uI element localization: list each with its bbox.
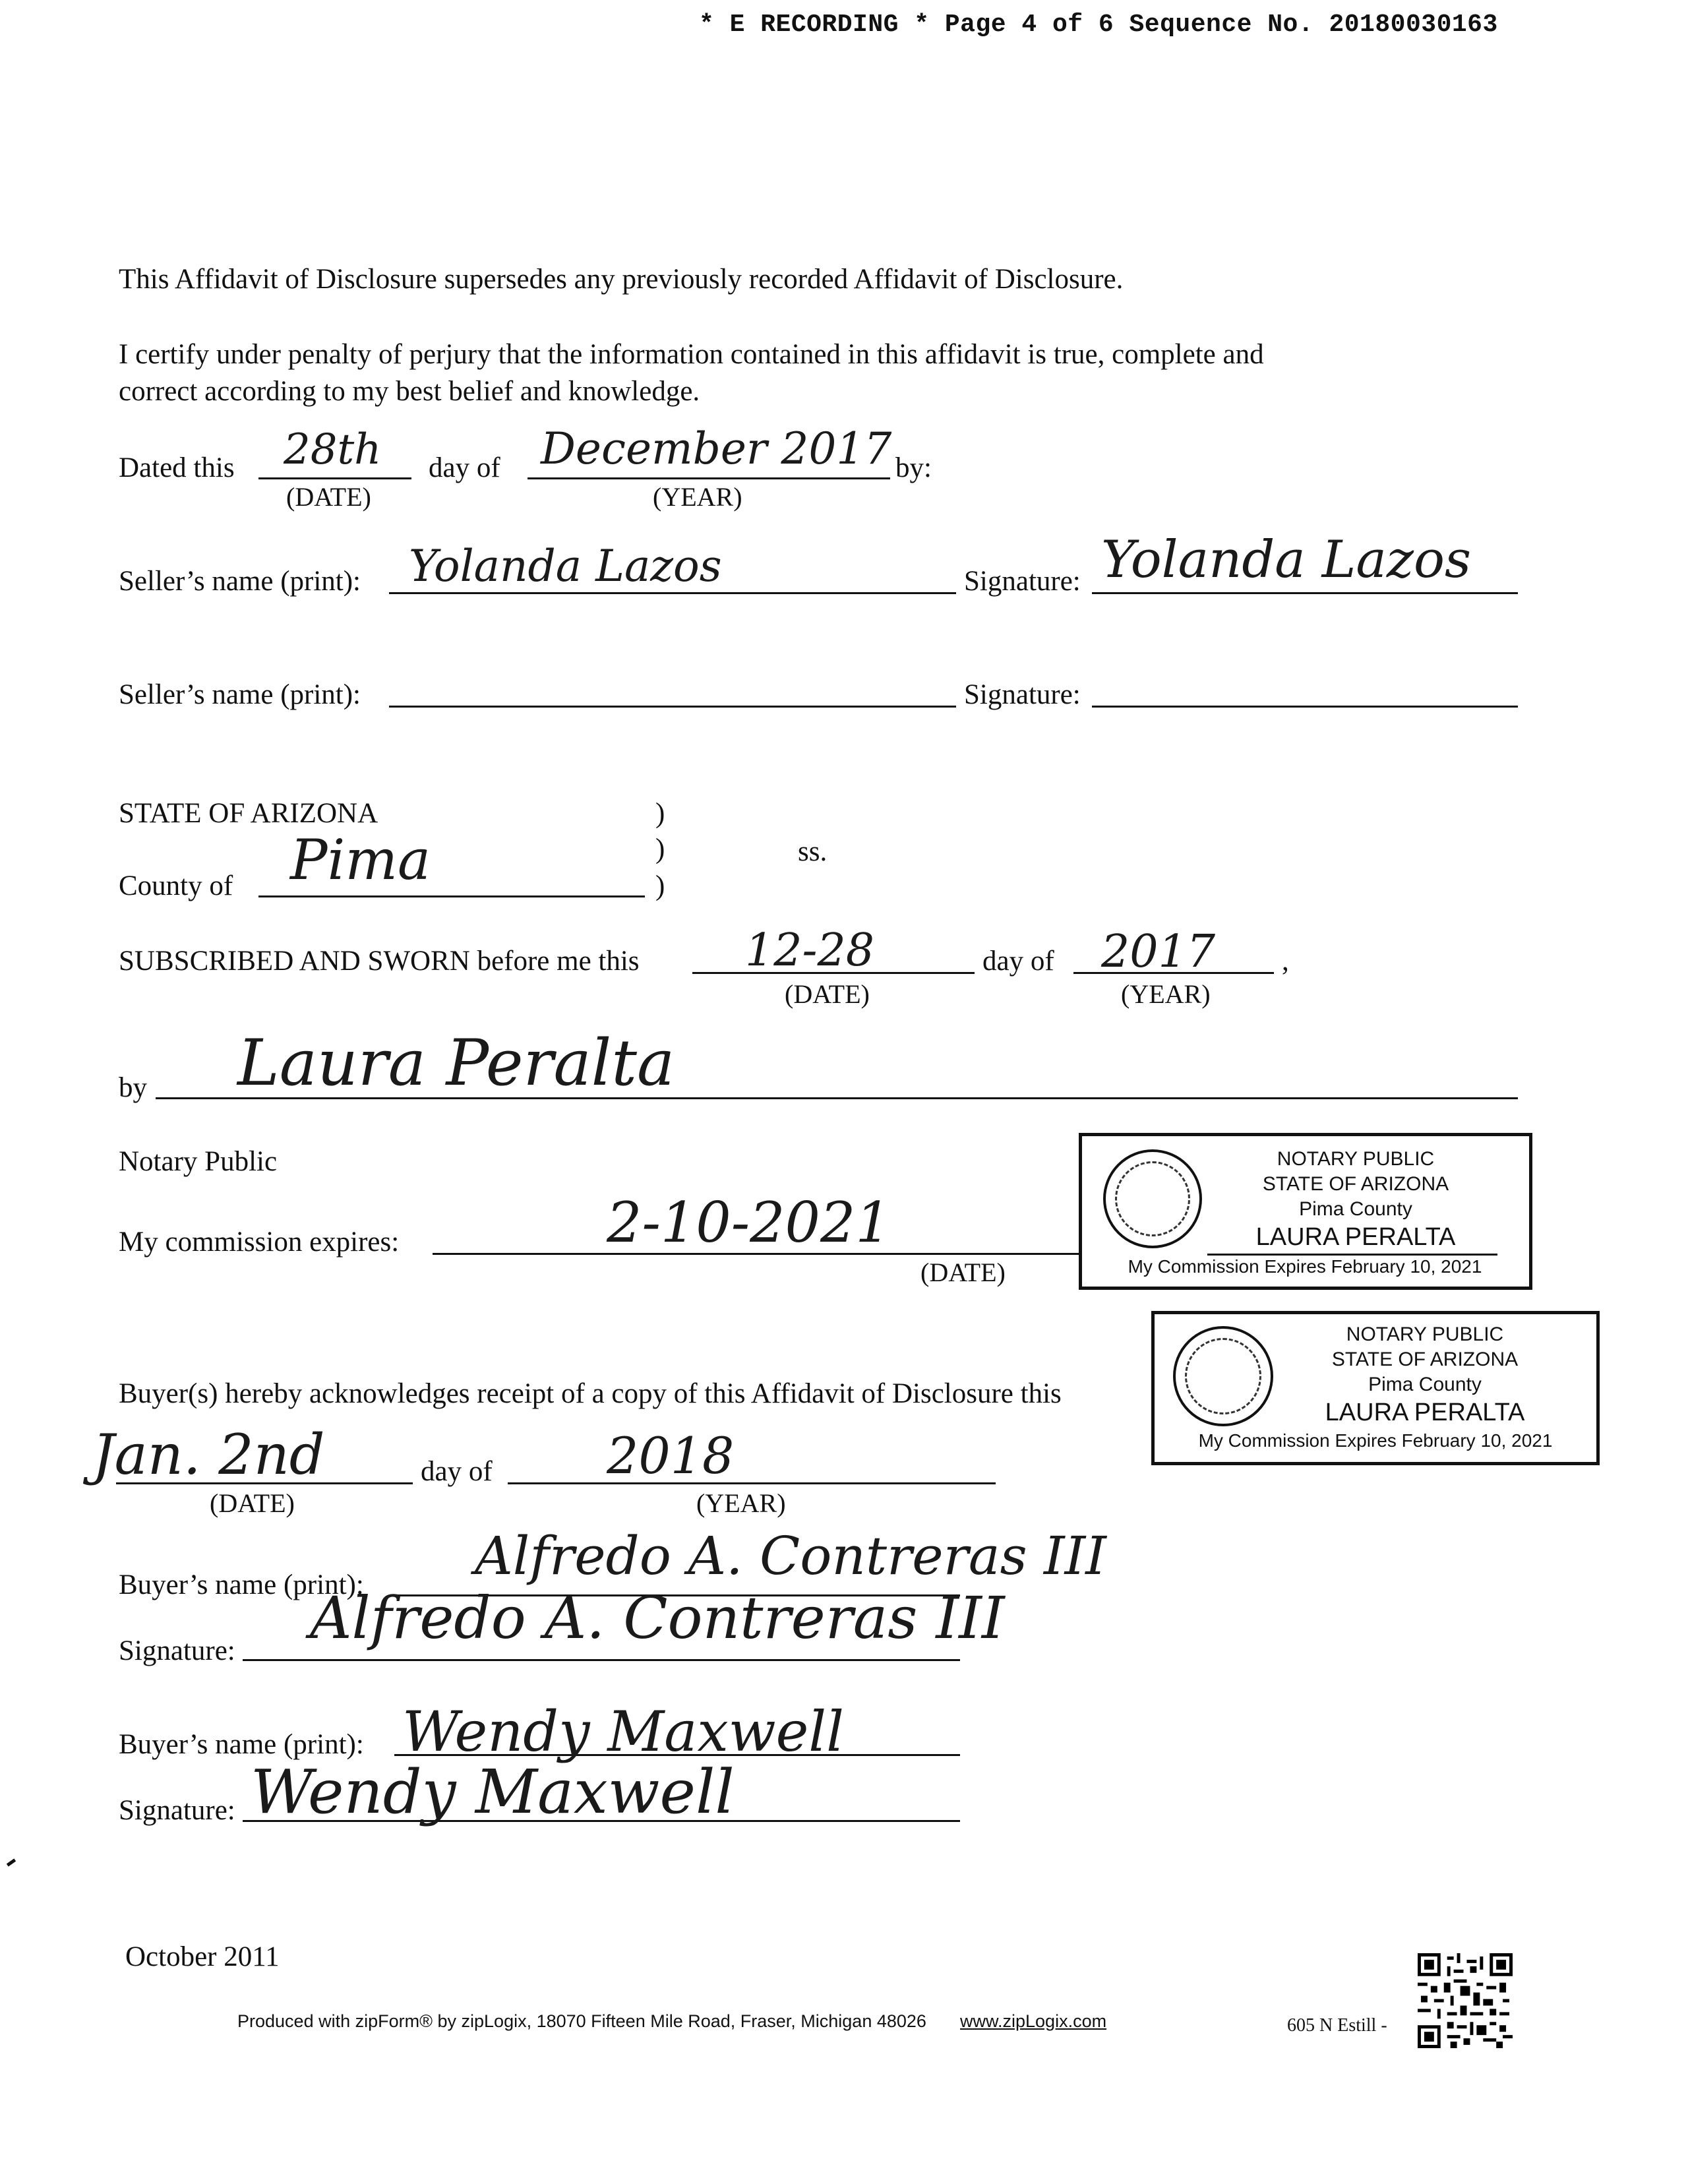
buyer-1-signature[interactable]: Alfredo A. Contreras III [310,1584,1005,1652]
state-label: STATE OF ARIZONA [119,798,378,829]
stamp-2-state: STATE OF ARIZONA [1331,1349,1519,1370]
state-seal-icon [1173,1326,1273,1426]
county-label: County of [119,870,233,901]
produced-with: Produced with zipForm® by zipLogix, 18070 Fifteen Mile Road, Fraser, Michigan 48026 [237,2011,926,2031]
buyer-ack-day-of-label: day of [421,1456,493,1487]
buyer-2-name-value[interactable]: Wendy Maxwell [402,1699,845,1764]
stamp-1-name: LAURA PERALTA [1255,1223,1456,1251]
dated-day-value[interactable]: 28th [284,425,382,474]
commission-value[interactable]: 2-10-2021 [607,1190,891,1255]
sworn-comma: , [1282,946,1289,977]
form-version: October 2011 [125,1941,280,1972]
venue-ss: ss. [798,836,828,867]
notary-public-label: Notary Public [119,1146,278,1177]
sworn-date-value[interactable]: 12-28 [745,925,875,977]
buyer-1-name-label: Buyer’s name (print): [119,1569,364,1600]
stamp-2-name: LAURA PERALTA [1325,1399,1525,1426]
notary-signature[interactable]: Laura Peralta [237,1026,675,1100]
venue-paren-1: ) [655,798,665,829]
commission-label: My commission expires: [119,1227,400,1258]
supersedes-statement: This Affidavit of Disclosure supersedes any previously recorded Affidavit of Disclosure. [119,264,1124,295]
venue-paren-2: ) [655,834,665,864]
dated-date-caption: (DATE) [286,482,371,512]
certify-statement-line-1: I certify under penalty of perjury that the information contained in this affidavit is true, complete and [119,339,1264,370]
dated-year-caption: (YEAR) [653,482,742,512]
buyer-ack-date-caption: (DATE) [210,1488,295,1518]
buyer-ack-statement: Buyer(s) hereby acknowledges receipt of a copy of this Affidavit of Disclosure this [119,1378,1062,1409]
certify-statement-line-2: correct according to my best belief and knowledge. [119,376,700,407]
buyer-ack-year-value[interactable]: 2018 [607,1426,735,1485]
buyer-1-signature-line [243,1659,960,1661]
sworn-by-label: by [119,1072,147,1103]
seller-2-name-label: Seller’s name (print): [119,679,361,710]
sworn-day-of-label: day of [982,946,1054,977]
sworn-year-caption: (YEAR) [1121,979,1211,1009]
seller-2-signature-line [1092,706,1518,708]
county-value[interactable]: Pima [290,828,431,892]
commission-date-caption: (DATE) [920,1258,1006,1287]
buyer-1-name-value[interactable]: Alfredo A. Contreras III [475,1525,1106,1587]
dated-day-of-label: day of [429,452,500,483]
dated-by-label: by: [895,452,932,483]
sworn-year-value[interactable]: 2017 [1101,926,1216,978]
dated-day-line [258,477,411,479]
buyer-2-name-label: Buyer’s name (print): [119,1729,364,1760]
seller-2-signature-label: Signature: [964,679,1081,710]
buyer-ack-date-value[interactable]: Jan. 2nd [92,1422,325,1487]
stamp-2-title: NOTARY PUBLIC [1346,1323,1504,1345]
stamp-2-expires: My Commission Expires February 10, 2021 [1198,1430,1553,1451]
stamp-1-state: STATE OF ARIZONA [1262,1173,1449,1195]
dated-year-line [528,477,890,479]
seller-1-signature[interactable]: Yolanda Lazos [1101,530,1471,590]
stamp-2-county: Pima County [1368,1374,1482,1395]
buyer-ack-year-line [508,1482,996,1484]
sworn-label: SUBSCRIBED AND SWORN before me this [119,946,640,977]
county-line [258,895,645,897]
venue-paren-3: ) [655,870,665,901]
dated-this-label: Dated this [119,452,235,483]
buyer-1-signature-label: Signature: [119,1635,235,1666]
sworn-date-caption: (DATE) [785,979,870,1009]
notary-stamp-2 [1151,1311,1600,1465]
buyer-2-signature[interactable]: Wendy Maxwell [251,1757,735,1827]
qr-code-icon [1418,1953,1513,2048]
stamp-1-title: NOTARY PUBLIC [1277,1148,1435,1170]
scan-mark [7,1858,16,1866]
state-seal-icon [1103,1149,1202,1248]
ziplogix-link[interactable]: www.zipLogix.com [960,2011,1107,2031]
recording-header: * E RECORDING * Page 4 of 6 Sequence No. 20180030163 [699,11,1498,39]
notary-stamp-1 [1079,1133,1532,1290]
buyer-2-signature-label: Signature: [119,1795,235,1826]
buyer-ack-year-caption: (YEAR) [696,1488,786,1518]
seller-1-signature-line [1092,592,1518,594]
seller-1-name-label: Seller’s name (print): [119,566,361,597]
dated-month-year-value[interactable]: December 2017 [541,423,892,474]
seller-1-name-value[interactable]: Yolanda Lazos [409,541,722,592]
stamp-1-expires: My Commission Expires February 10, 2021 [1128,1256,1482,1277]
seller-1-name-line [389,592,956,594]
property-address: 605 N Estill - [1287,2015,1387,2036]
stamp-1-county: Pima County [1299,1198,1412,1220]
seller-2-name-line [389,706,956,708]
seller-1-signature-label: Signature: [964,566,1081,597]
